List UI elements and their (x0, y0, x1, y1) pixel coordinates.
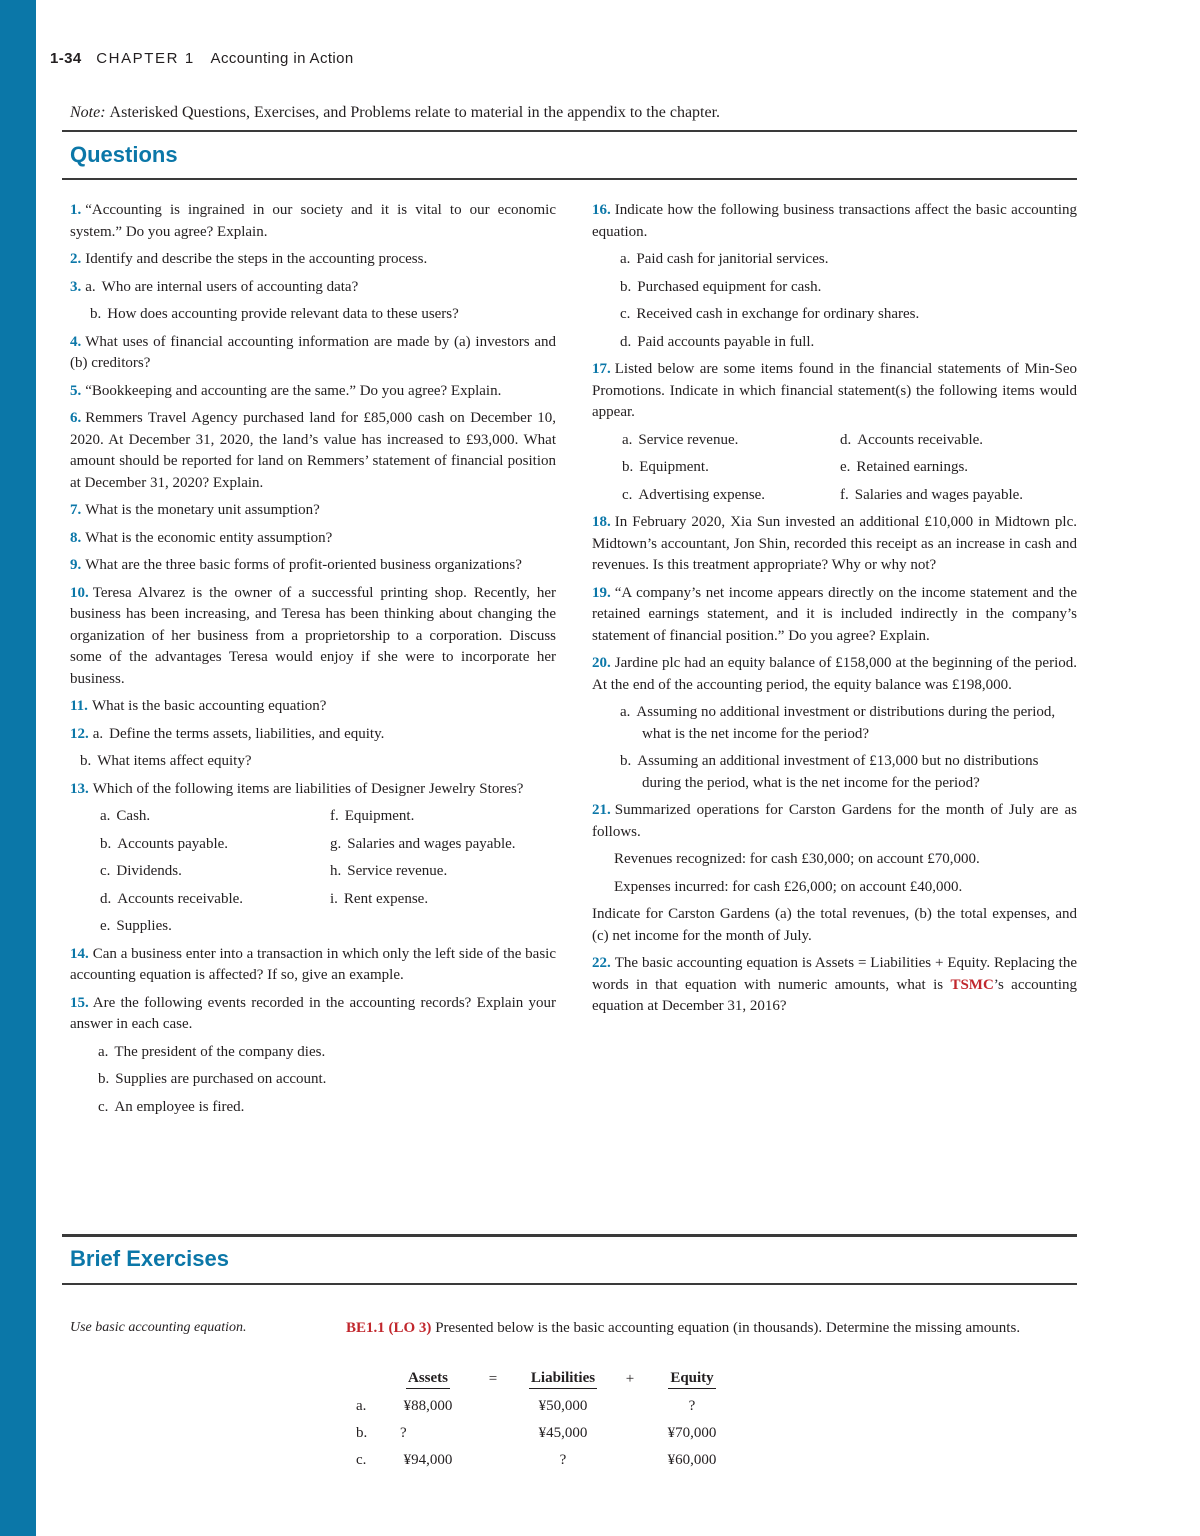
text-span: 16. (592, 202, 611, 218)
text-span: Salaries and wages payable. (854, 486, 1024, 503)
text-span: b. (100, 835, 112, 852)
text-span: h. (330, 863, 342, 879)
be-1-1-prompt (346, 1318, 1077, 1340)
text-span: An employee is fired. (114, 1098, 245, 1115)
question-20 (592, 653, 1077, 696)
text-span: ¥45,000 (538, 1425, 588, 1441)
text-span: 21. (592, 802, 611, 818)
text-span: b. (90, 306, 102, 322)
text-span: Jardine plc had an equity balance of £158,000 at the beginning of the period. At the end of the accounting period, the equity balance was £198,000. (592, 655, 1077, 693)
divider (62, 1283, 1077, 1285)
question-15a (98, 1042, 556, 1064)
text-span: Assuming no additional investment or distributions during the period, what is the net income for the period? (636, 704, 1056, 742)
text-span: Advertising expense. (638, 486, 766, 503)
question-16 (592, 200, 1077, 243)
text-span: “Accounting is ingrained in our society and it is vital to our economic system.” Do you agree? Explain. (70, 202, 556, 240)
question-16b (620, 277, 1077, 299)
question-21 (592, 800, 1077, 843)
question-22 (592, 953, 1077, 1018)
appendix-note (70, 104, 720, 122)
question-20a (620, 702, 1077, 745)
questions-right-column (592, 200, 1077, 1024)
text-span: f. (840, 486, 849, 503)
text-span: 8. (70, 529, 82, 546)
text-span: Service revenue. (347, 863, 448, 879)
text-span: b. (98, 1071, 110, 1087)
chapter-title: Accounting in Action (210, 50, 354, 67)
text-span: 20. (592, 655, 611, 671)
divider (62, 1234, 1077, 1237)
text-span: ? (688, 1398, 696, 1414)
text-span: Assuming an additional investment of £13,000 but no distributions during the period, what is the net income for the period? (637, 753, 1039, 791)
question-7 (70, 500, 556, 522)
question-13 (70, 779, 556, 801)
table-row (356, 1447, 732, 1474)
chapter-label: CHAPTER 1 (96, 50, 195, 67)
divider (62, 178, 1077, 180)
question-8 (70, 528, 556, 550)
text-span: Define the terms assets, liabilities, and equity. (109, 725, 385, 742)
text-span: What is the basic accounting equation? (91, 698, 327, 714)
text-span: b. (620, 278, 632, 295)
text-span: 7. (70, 502, 82, 518)
question-3a (70, 277, 556, 299)
text-span: What are the three basic forms of profit-oriented business organizations? (85, 557, 522, 573)
text-span: 9. (70, 557, 82, 573)
table-row (356, 1393, 732, 1420)
question-5 (70, 381, 556, 403)
text-span: ? (400, 1425, 407, 1441)
text-span: ’s accounting equation at December 31, 2016? (592, 976, 1077, 1014)
text-span: 17. (592, 361, 611, 377)
text-span: Retained earnings. (856, 459, 969, 475)
text-span: 4. (70, 333, 82, 350)
text-span: ¥50,000 (538, 1398, 588, 1414)
running-head (50, 50, 354, 67)
text-span: ¥60,000 (667, 1452, 717, 1468)
text-span: Supplies. (116, 918, 172, 934)
text-span: c. (98, 1098, 109, 1115)
text-span: a. (356, 1398, 367, 1414)
text-span: b. (620, 753, 632, 769)
text-span: Supplies are purchased on account. (115, 1071, 327, 1087)
header-assets: Assets (406, 1370, 450, 1389)
text-span: Salaries and wages payable. (347, 835, 516, 852)
question-2 (70, 249, 556, 271)
text-span: Listed below are some items found in the financial statements of Min-Seo Promotions. Indicate in which financial statement(s) the following items would appear. (592, 361, 1077, 420)
text-span: ¥70,000 (667, 1425, 717, 1441)
page-number: 1-34 (50, 50, 82, 67)
text-span: ? (559, 1452, 567, 1468)
text-span: Accounts payable. (117, 835, 229, 852)
question-12a (70, 724, 556, 746)
question-13-items (100, 806, 556, 938)
text-span: d. (620, 333, 632, 350)
accounting-equation-table (356, 1366, 732, 1474)
question-4 (70, 332, 556, 375)
text-span: “A company’s net income appears directly on the income statement and the retained earnings statement, and it is included indirectly in the company’s statement of financial position.” Do you agree? Explain. (592, 584, 1077, 644)
text-span: Accounts receivable. (117, 890, 244, 907)
question-16a (620, 249, 1077, 271)
text-span: a. (100, 808, 111, 824)
question-21-expenses: Expenses incurred: for cash £26,000; on account £40,000. (614, 878, 963, 895)
text-span: “Bookkeeping and accounting are the same.” Do you agree? Explain. (85, 382, 502, 399)
text-span: Remmers Travel Agency purchased land for £85,000 cash on December 10, 2020. At December 31, 2020, the land’s value has increased to £93,000. What amount should be reported for land on Remmers’ statement of financial position at December 31, 2020? Explain. (70, 410, 556, 491)
question-21-revenues: Revenues recognized: for cash £30,000; on account £70,000. (614, 851, 980, 867)
text-span: 1. (70, 202, 82, 218)
text-span: b. (622, 459, 634, 475)
text-span: Indicate how the following business transactions affect the basic accounting equation. (592, 202, 1077, 240)
text-span: g. (330, 835, 342, 852)
header-equity: Equity (668, 1370, 715, 1389)
question-20b (620, 751, 1077, 794)
divider (62, 130, 1077, 132)
text-span: 10. (70, 584, 89, 601)
text-span: d. (840, 431, 852, 448)
text-span: c. (356, 1452, 367, 1468)
question-16c (620, 304, 1077, 326)
question-16d (620, 332, 1077, 354)
question-10 (70, 583, 556, 691)
text-span: What uses of financial accounting information are made by (a) investors and (b) creditors? (70, 333, 556, 371)
text-span: Paid accounts payable in full. (637, 333, 815, 350)
text-span: 12. (70, 725, 89, 742)
question-3b (90, 304, 556, 326)
text-span: Paid cash for janitorial services. (636, 251, 829, 267)
text-span: Cash. (116, 808, 151, 824)
questions-heading: Questions (70, 142, 178, 167)
text-span: Teresa Alvarez is the owner of a successful printing shop. Recently, her business has been increasing, and Teresa has been thinking about changing the organization of her business from a proprietorship to a corporation. Discuss some of the advantages Teresa would enjoy if she were to incorporate her business. (70, 584, 556, 687)
note-text: Asterisked Questions, Exercises, and Problems relate to material in the appendix to the chapter. (109, 104, 721, 121)
text-span: f. (330, 808, 339, 824)
text-span: Rent expense. (343, 890, 429, 907)
question-18 (592, 512, 1077, 577)
text-span: What items affect equity? (97, 753, 252, 769)
text-span: a. (620, 704, 631, 720)
text-span: a. (85, 278, 96, 295)
text-span: What is the monetary unit assumption? (85, 502, 320, 518)
text-span: 15. (70, 994, 89, 1011)
text-span: 6. (70, 410, 82, 426)
text-span: a. (622, 431, 633, 448)
table-row (356, 1420, 732, 1447)
text-span: Who are internal users of accounting data? (101, 278, 359, 295)
question-17-items (622, 430, 1077, 507)
be-text: Presented below is the basic accounting equation (in thousands). Determine the missing amounts. (435, 1320, 1021, 1336)
text-span: i. (330, 890, 338, 907)
text-span: Accounts receivable. (857, 431, 984, 448)
question-21-closing: Indicate for Carston Gardens (a) the total revenues, (b) the total expenses, and (c) net income for the month of July. (592, 906, 1077, 944)
text-span: a. (620, 251, 631, 267)
text-span: Can a business enter into a transaction in which only the left side of the basic accounting equation is affected? If so, give an example. (70, 945, 556, 983)
text-span: 22. (592, 955, 611, 971)
question-11 (70, 696, 556, 718)
header-liabilities: Liabilities (529, 1370, 597, 1389)
question-12b (80, 751, 556, 773)
text-span: Are the following events recorded in the accounting records? Explain your answer in each case. (70, 994, 556, 1032)
text-span: Equipment. (344, 808, 415, 824)
text-span: 18. (592, 514, 611, 530)
table-header (356, 1366, 732, 1393)
text-span: Equipment. (639, 459, 709, 475)
text-span: c. (620, 306, 631, 322)
be-id: BE1.1 (346, 1320, 385, 1336)
text-span: c. (622, 486, 633, 503)
question-6 (70, 408, 556, 494)
text-span: 11. (70, 698, 88, 714)
text-span: 5. (70, 382, 82, 399)
text-span: How does accounting provide relevant data to these users? (107, 306, 459, 322)
text-span: Received cash in exchange for ordinary shares. (636, 306, 920, 322)
text-span: Identify and describe the steps in the accounting process. (85, 251, 428, 267)
text-span: d. (100, 890, 112, 907)
question-15b (98, 1069, 556, 1091)
text-span: ¥88,000 (403, 1398, 453, 1414)
text-span: The president of the company dies. (114, 1043, 326, 1060)
header-equals: = (488, 1371, 498, 1387)
brief-exercises-heading: Brief Exercises (70, 1246, 229, 1271)
question-1 (70, 200, 556, 243)
question-17 (592, 359, 1077, 424)
text-span: a. (92, 725, 104, 742)
text-span: 13. (70, 780, 89, 797)
text-span: In February 2020, Xia Sun invested an additional £10,000 in Midtown plc. Midtown’s accountant, Jon Shin, recorded this receipt as an increase in cash and revenues. Is this treatment appropriate? Why or why not? (592, 514, 1077, 573)
be-lo: (LO 3) (388, 1320, 432, 1336)
text-span: a. (98, 1043, 109, 1060)
text-span: 19. (592, 584, 611, 601)
text-span: The basic accounting equation is Assets = Liabilities + Equity. Replacing the words in that equation with numeric amounts, what is (592, 955, 1077, 993)
question-15c (98, 1097, 556, 1119)
page-edge-bar (0, 0, 36, 1536)
question-19 (592, 583, 1077, 648)
text-span: What is the economic entity assumption? (85, 529, 333, 546)
company-name: TSMC (950, 976, 994, 993)
text-span: 3. (70, 278, 82, 295)
text-span: b. (356, 1425, 368, 1441)
text-span: 2. (70, 251, 82, 267)
text-span: e. (840, 459, 851, 475)
questions-left-column (70, 200, 556, 1124)
text-span: ¥94,000 (403, 1452, 453, 1468)
question-14 (70, 944, 556, 987)
text-span: 14. (70, 945, 89, 962)
text-span: b. (80, 753, 92, 769)
text-span: Summarized operations for Carston Gardens for the month of July are as follows. (592, 802, 1077, 840)
question-9 (70, 555, 556, 577)
text-span: e. (100, 918, 111, 934)
header-plus: + (625, 1371, 635, 1387)
text-span: Dividends. (116, 863, 182, 879)
question-15 (70, 993, 556, 1036)
text-span: Purchased equipment for cash. (637, 278, 822, 295)
be-margin-note: Use basic accounting equation. (70, 1320, 247, 1335)
note-label: Note: (70, 104, 106, 121)
text-span: Service revenue. (638, 431, 739, 448)
text-span: c. (100, 863, 111, 879)
text-span: Which of the following items are liabilities of Designer Jewelry Stores? (92, 780, 524, 797)
